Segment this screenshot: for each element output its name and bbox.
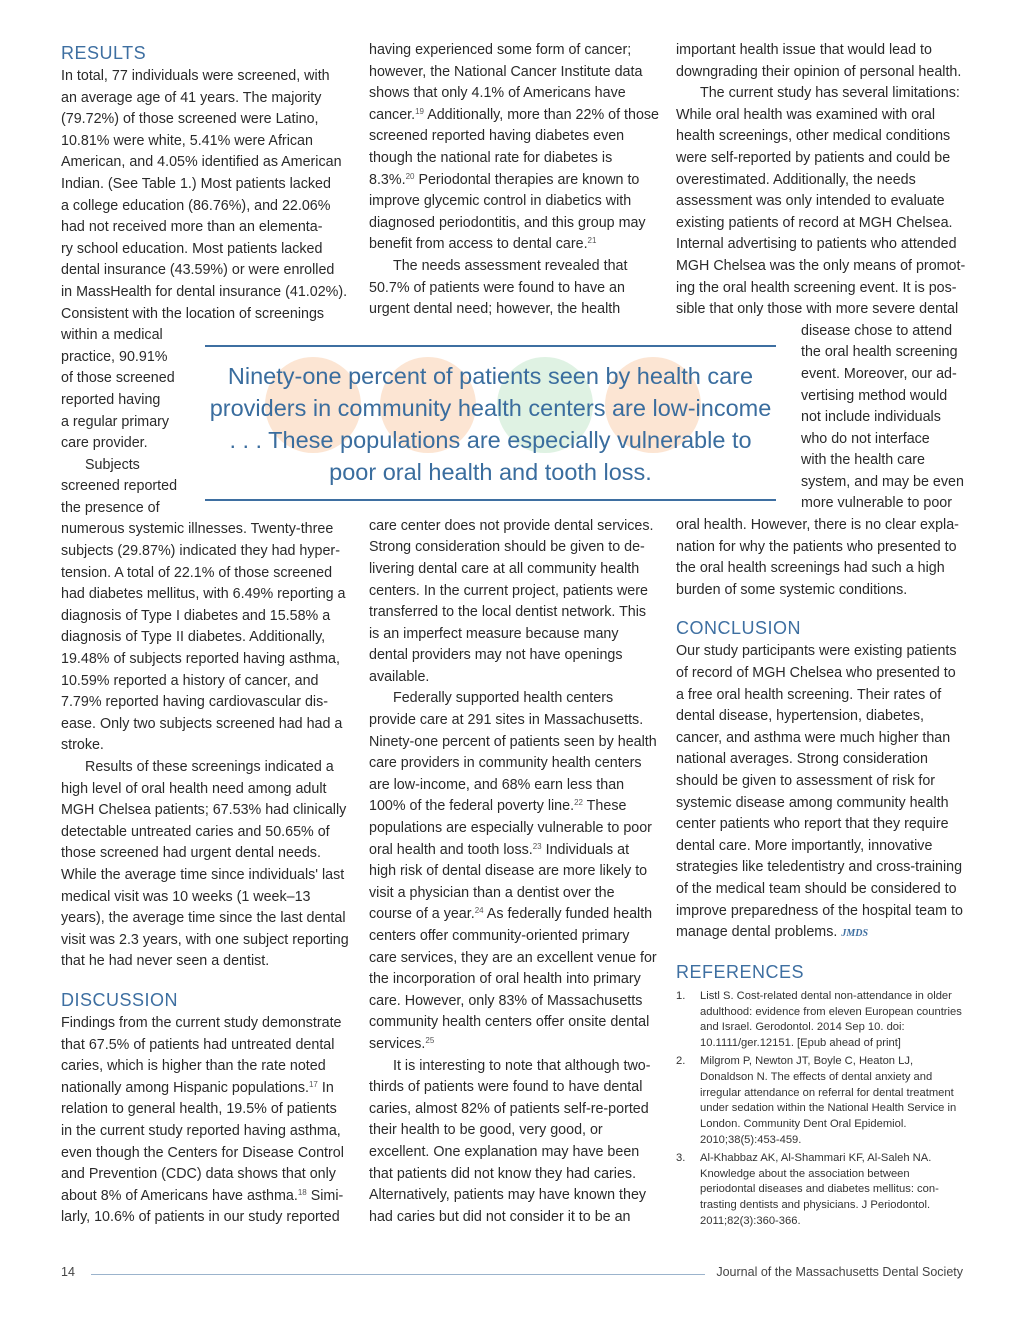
text-run: Additionally, more than 22% of those screened reported having diabetes even though the national rate for diabetes is 8.3%.	[369, 106, 659, 188]
conclusion-heading: CONCLUSION	[676, 618, 802, 639]
reference-text: Al-Khabbaz AK, Al-Shammari KF, Al-Saleh NA. Knowledge about the association between periodontal diseases and diabetes mellitus: con-trasting dentists and physicians. J Periodontol. 2011;82(3):360-366.	[700, 1151, 939, 1227]
text-line: an average age of 41 years. The majority	[61, 89, 322, 106]
jmds-end-mark: JMDS	[841, 928, 869, 940]
results-paragraph-3: Results of these screenings indicated a high level of oral health need among adult MGH Chelsea patients; 67.53% had clinically detectable untreated caries and 50.65% of those screened had urgent dental needs. While the average time since individuals' last medical visit was 10 weeks (1 week–13 years), the average time since the last dental visit was 2.3 years, with one subject reporting that he had never seen a dentist.	[61, 759, 349, 970]
citation: 25	[425, 1035, 435, 1045]
citation: 20	[405, 171, 415, 181]
results-heading: RESULTS	[61, 43, 147, 63]
text-line: vertising method would	[801, 387, 948, 404]
text-line: event. Moreover, our ad-	[801, 365, 957, 382]
citation: 19	[415, 106, 425, 116]
citation: 24	[474, 906, 484, 916]
reference-item	[676, 1151, 966, 1230]
text-line: Consistent with the location of screenings	[61, 305, 325, 322]
references-heading: REFERENCES	[676, 961, 805, 982]
paragraph-needs-assessment: The needs assessment revealed that 50.7% of patients were found to have an urgent dental need; however, the health	[369, 257, 628, 318]
text-run: In relation to general health, 19.5% of patients in the current study reported having asthma, even though the Centers for Disease Control and Prevention (CDC) data shows that only about 8% of Americans have asthma.	[61, 1079, 344, 1204]
paragraph-limitations: The current study has several limitations: While oral health was examined with oral health screenings, other medical conditions were self-reported by patients and could be overestimated. Additionally, the needs assessment was only intended to evaluate existing patients of record at MGH Chelsea. Internal advertising to patients who attended MGH Chelsea was the only means of promot-ing the oral health screening event. It is pos-sible that only those with more severe dental	[676, 85, 966, 318]
references-list	[676, 989, 966, 1230]
reference-number: 1.	[676, 989, 686, 1002]
text-line: a college education (86.76%), and 22.06%	[61, 197, 331, 214]
citation: 22	[574, 798, 583, 808]
text-line: of those screened	[61, 370, 175, 387]
text-line: screened reported	[61, 478, 178, 495]
text-line: a regular primary	[61, 413, 170, 430]
reference-number: 3.	[676, 1151, 686, 1164]
text-line: within a medical	[61, 327, 163, 344]
discussion-heading: DISCUSSION	[61, 989, 179, 1010]
paragraph-care-center: care center does not provide dental services. Strong consideration should be given to de-livering dental care at all community health centers. In the current project, patients were transferred to the local dentist network. This is an imperfect measure because many dental providers may not have openings available.	[369, 517, 654, 685]
citation: 18	[297, 1187, 307, 1197]
paragraph-federal	[369, 688, 659, 1055]
text-run: Periodontal therapies are known to improve glycemic control in diabetics with diagnosed periodontitis, and this group may benefit from access to dental care.	[369, 171, 646, 253]
text-line: with the health care	[801, 452, 925, 469]
text-run: Simi-larly, 10.6% of patients in our study reported	[61, 1187, 344, 1226]
paragraph-cancer	[369, 40, 659, 256]
text-line: who do not interface	[801, 430, 930, 447]
text-line: American, and 4.05% identified as American	[61, 154, 342, 171]
text-line: Indian. (See Table 1.) Most patients lacked	[61, 175, 331, 192]
reference-item	[676, 989, 966, 1052]
journal-name: Journal of the Massachusetts Dental Society	[716, 1265, 963, 1279]
column-3	[676, 40, 966, 1232]
citation: 23	[532, 841, 542, 851]
text-run: Individuals at high risk of dental disease are more likely to visit a physician than a dentist over the course of a year.	[369, 841, 648, 923]
text-line: in MassHealth for dental insurance (41.02%).	[61, 283, 348, 300]
column-1	[61, 40, 351, 1229]
text-line: system, and may be even	[801, 473, 964, 490]
column-2	[369, 40, 659, 1228]
text-line: had not received more than an elementa-	[61, 219, 323, 236]
text-line: ry school education. Most patients lacked	[61, 240, 323, 257]
text-line: Subjects	[85, 456, 140, 473]
text-run: These populations are especially vulnerable to poor oral health and tooth loss.	[369, 798, 652, 858]
text-line: 10.81% were white, 5.41% were African	[61, 132, 313, 149]
paragraph-text: numerous systemic illnesses. Twenty-three subjects (29.87%) indicated they had hyper-tension. A total of 22.1% of those screened had diabetes mellitus, with 6.49% reporting a diagnosis of Type I diabetes and 15.58% a diagnosis of Type II diabetes. Additionally, 19.48% of subjects reported having asthma, 10.59% reported a history of cancer, and 7.79% reported having cardiovascular dis-ease. Only two subjects screened had had a stroke.	[61, 521, 346, 754]
pull-quote	[205, 345, 776, 501]
pull-quote-text: Ninety-one percent of patients seen by health care providers in community health centers are low-income . . . These populations are especially vulnerable to poor oral health and tooth loss.	[209, 363, 772, 485]
reference-text: Listl S. Cost-related dental non-attendance in older adulthood: evidence from eleven European countries and Israel. Gerodontol. 2014 Sep 10. doi: 10.1111/ger.12151. [Epub ahead of print]	[700, 989, 962, 1050]
text-line: not include individuals	[801, 409, 941, 426]
text-line: disease chose to attend	[801, 322, 953, 339]
text-line: the oral health screening	[801, 344, 958, 361]
conclusion-paragraph	[676, 641, 966, 944]
reference-number: 2.	[676, 1054, 686, 1067]
text-line: (79.72%) of those screened were Latino,	[61, 111, 319, 128]
text-line: care provider.	[61, 435, 148, 452]
text-line: practice, 90.91%	[61, 348, 168, 365]
text-run: As federally funded health centers offer community-oriented primary care services, they are an excellent venue for the incorporation of oral health into primary care. However, only 83% of Massachusetts community health centers offer onsite dental services.	[369, 906, 657, 1052]
paragraph-text: oral health. However, there is no clear expla-nation for why the patients who presented to the oral health screenings had such a high burden of some systemic conditions.	[676, 517, 959, 598]
discussion-paragraph	[61, 1013, 351, 1229]
text-line: In total, 77 individuals were screened, with	[61, 68, 330, 84]
paragraph-health-opinion: important health issue that would lead to downgrading their opinion of personal health.	[676, 42, 962, 80]
page-number: 14	[61, 1265, 75, 1279]
page-footer	[61, 1265, 963, 1285]
paragraph-interesting: It is interesting to note that although two-thirds of patients were found to have dental caries, almost 82% of patients self-re-ported their health to be good, very good, or excellent. One explanation may have been that patients did not know they had caries. Alternatively, patients may have known they had caries but did not consider it to be an	[369, 1057, 651, 1225]
text-line: dental insurance (43.59%) or were enrolled	[61, 262, 335, 279]
text-run: Federally supported health centers provide care at 291 sites in Massachusetts. Ninety-one percent of patients seen by health care providers in community health centers are low-income, and 68% earn less than 100% of the federal poverty line.	[369, 690, 657, 815]
text-run: having experienced some form of cancer; however, the National Cancer Institute data shows that only 4.1% of Americans have cancer.	[369, 42, 643, 123]
citation: 21	[587, 236, 597, 246]
text-line: the presence of	[61, 499, 160, 516]
reference-item	[676, 1054, 966, 1149]
text-run: Findings from the current study demonstrate that 67.5% of patients had untreated dental caries, which is higher than the rate noted nationally among Hispanic populations.	[61, 1014, 342, 1096]
footer-rule	[91, 1274, 705, 1275]
text-line: more vulnerable to poor	[801, 495, 952, 512]
reference-text: Milgrom P, Newton JT, Boyle C, Heaton LJ, Donaldson N. The effects of dental anxiety and irregular attendance on referral for dental treatment under sedation within the National Health Service in London. Community Dent Oral Epidemiol. 2010;38(5):453-459.	[700, 1054, 957, 1146]
citation: 17	[308, 1079, 318, 1089]
text-line: reported having	[61, 391, 161, 408]
text-run: Our study participants were existing patients of record of MGH Chelsea who presented to a free oral health screening. Their rates of dental disease, hypertension, diabetes, cancer, and asthma were much higher than national averages. Strong consideration should be given to assessment of risk for systemic disease among community health center patients who report that they require dental care. More importantly, innovative strategies like teledentistry and cross-training of the medical team should be considered to improve preparedness of the hospital team to manage dental problems.	[676, 643, 963, 941]
